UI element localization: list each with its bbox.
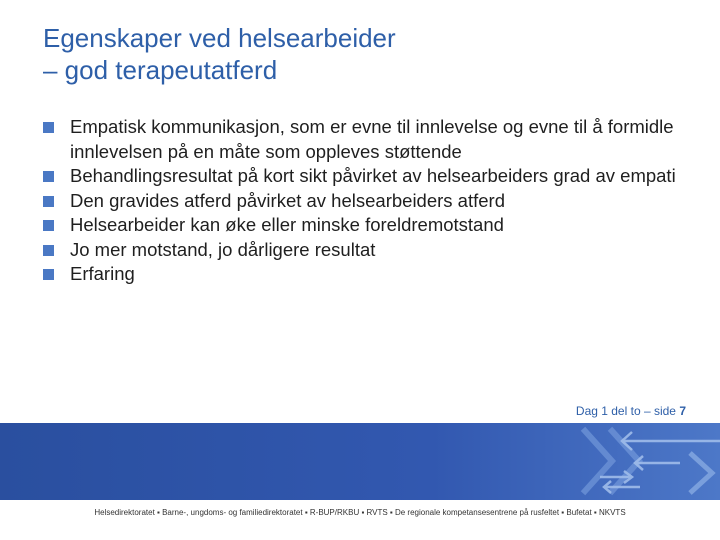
- square-bullet-icon: [43, 245, 54, 256]
- bullet-item: Behandlingsresultat på kort sikt påvirket av helsearbeiders grad av empati: [43, 164, 683, 189]
- title-line-2: – god terapeutatferd: [43, 55, 278, 85]
- square-bullet-icon: [43, 171, 54, 182]
- bullet-item: Erfaring: [43, 262, 683, 287]
- square-bullet-icon: [43, 269, 54, 280]
- footer-organizations: Helsedirektoratet ▪ Barne-, ungdoms- og familiedirektoratet ▪ R-BUP/RKBU ▪ RVTS ▪ De regionale kompetansesentrene på rusfeltet ▪ Bufetat ▪ NKVTS: [94, 508, 626, 517]
- bullet-item: Empatisk kommunikasjon, som er evne til innlevelse og evne til å formidle innlevelsen på en måte som oppleves støttende: [43, 115, 683, 164]
- bullet-item: Jo mer motstand, jo dårligere resultat: [43, 238, 683, 263]
- arrows-decoration-icon: [0, 423, 720, 500]
- page-number: 7: [679, 404, 686, 418]
- square-bullet-icon: [43, 122, 54, 133]
- page-label: [540, 404, 686, 418]
- bullet-item: Helsearbeider kan øke eller minske foreldremotstand: [43, 213, 683, 238]
- square-bullet-icon: [43, 196, 54, 207]
- slide-title: [43, 22, 663, 86]
- bullet-item: Den gravides atferd påvirket av helsearbeiders atferd: [43, 189, 683, 214]
- page-label-prefix: Dag 1 del to – side: [575, 404, 680, 418]
- title-line-1: Egenskaper ved helsearbeider: [43, 23, 396, 53]
- square-bullet-icon: [43, 220, 54, 231]
- footer-banner: [0, 423, 720, 500]
- bullet-list: [43, 115, 683, 287]
